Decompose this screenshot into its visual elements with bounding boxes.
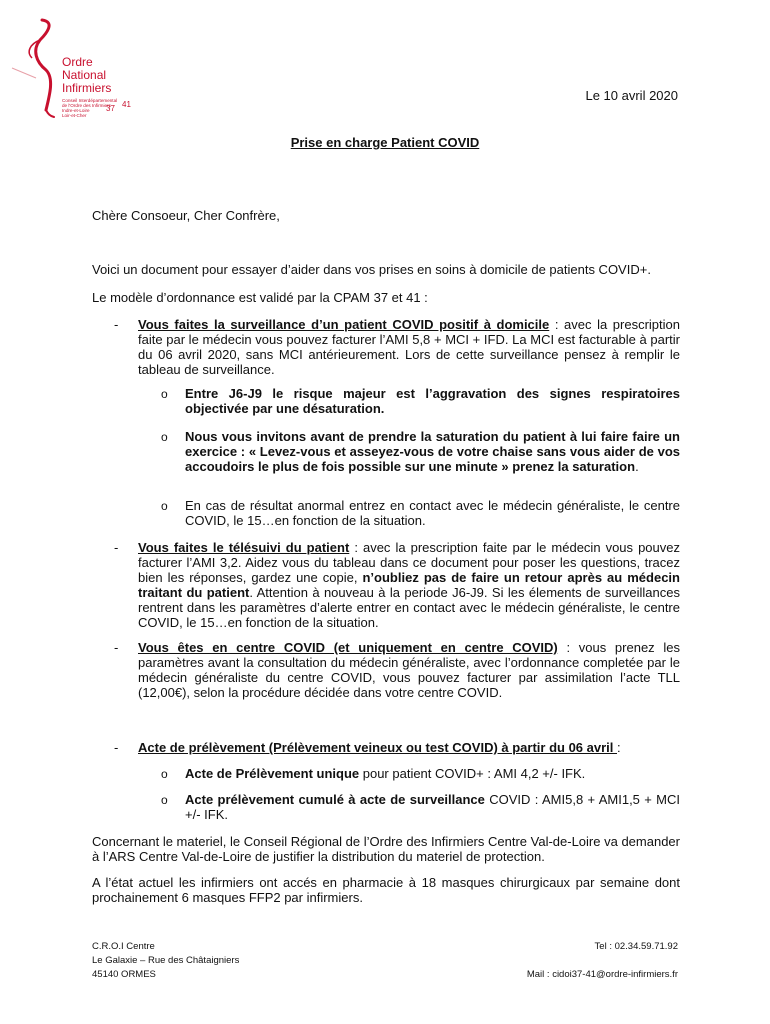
bullet-dash: - <box>114 640 119 655</box>
logo-dept-37: 37 <box>106 104 115 113</box>
logo-line-3: Infirmiers <box>62 81 112 95</box>
item-telesuivi <box>138 540 680 630</box>
ordre-logo <box>6 14 156 122</box>
bullet-circle: o <box>161 499 168 513</box>
logo-wordmark <box>62 56 111 95</box>
bullet-circle: o <box>161 430 168 444</box>
item-prelevement-colon: : <box>617 740 621 755</box>
item-telesuivi-bold: n’oubliez pas de faire un retour après au médecin traitant du patient <box>138 570 680 600</box>
item-centre-covid-text: : vous prenez les paramètres avant la consultation du médecin généraliste, avec l’ordonnance completée par le médecin généraliste du centre COVID, vous pouvez facturer par assimilation l’acte TLL (12,00€), selon la procédure décidée dans votre centre COVID. <box>138 640 680 700</box>
intro-2: Le modèle d’ordonnance est validé par la CPAM 37 et 41 : <box>92 290 428 305</box>
footer-street: Le Galaxie – Rue des Châtaigniers <box>92 955 240 966</box>
letter-title: Prise en charge Patient COVID <box>290 135 480 150</box>
para-masques: A l’état actuel les infirmiers ont accés en pharmacie à 18 masques chirurgicaux par semaine dont prochainement 6 masques FFP2 par infirmiers. <box>92 875 680 905</box>
bullet-dash: - <box>114 740 119 755</box>
sub-prelevement-cumule-bold: Acte prélèvement cumulé à acte de surveillance <box>185 792 485 807</box>
item-prelevement <box>138 740 680 755</box>
item-telesuivi-text-1: : avec la prescription faite par le médecin vous pouvez facturer l’AMI 3,2. Aidez vous du tableau dans ce document pour poser les questions, tracez bien les réponses, gardez une copie, <box>138 540 680 585</box>
footer-address <box>92 940 239 982</box>
item-telesuivi-heading: Vous faites le télésuivi du patient <box>138 540 350 555</box>
bullet-dash: - <box>114 317 119 332</box>
sub-prelevement-cumule-text: COVID : AMI5,8 + AMI1,5 + MCI +/- IFK. <box>185 792 681 822</box>
footer-mail: Mail : cidoi37-41@ordre-infirmiers.fr <box>526 969 678 980</box>
sub-exercise-end: . <box>635 459 639 474</box>
bullet-circle: o <box>161 387 168 401</box>
item-centre-covid <box>138 640 680 700</box>
intro-1: Voici un document pour essayer d’aider dans vos prises en soins à domicile de patients COVID+. <box>92 262 651 277</box>
sub-abnormal: En cas de résultat anormal entrez en contact avec le médecin généraliste, le centre COVID, le 15…en fonction de la situation. <box>185 498 680 528</box>
footer-city: 45140 ORMES <box>92 969 156 980</box>
item-prelevement-heading: Acte de prélèvement (Prélèvement veineux ou test COVID) à partir du 06 avril <box>138 740 618 755</box>
item-surveillance-heading: Vous faites la surveillance d’un patient COVID positif à domicile <box>138 317 550 332</box>
item-surveillance <box>138 317 680 377</box>
bullet-dash: - <box>114 540 119 555</box>
sub-prelevement-cumule <box>185 792 680 822</box>
footer-tel: Tel : 02.34.59.71.92 <box>594 941 678 952</box>
logo-small-4: Loir-et-Cher <box>62 113 87 118</box>
footer-contact <box>527 940 678 982</box>
sub-risk: Entre J6-J9 le risque majeur est l’aggravation des signes respiratoires objectivée par une désaturation. <box>185 386 680 416</box>
item-centre-covid-heading: Vous êtes en centre COVID (et uniquement en centre COVID) <box>138 640 558 655</box>
letter-date: Le 10 avril 2020 <box>585 88 678 103</box>
logo-small-3: Indre-et-Loire <box>62 108 90 113</box>
sub-exercise <box>185 429 680 474</box>
bullet-circle: o <box>161 793 168 807</box>
footer-org: C.R.O.I Centre <box>92 941 155 952</box>
para-materiel: Concernant le materiel, le Conseil Régional de l’Ordre des Infirmiers Centre Val-de-Loire va demander à l’ARS Centre Val-de-Loire de justifier la distribution du materiel de protection. <box>92 834 680 864</box>
logo-small-2: de l'Ordre des Infirmiers <box>62 103 111 108</box>
sub-prelevement-unique-bold: Acte de Prélèvement unique <box>185 766 360 781</box>
greeting: Chère Consoeur, Cher Confrère, <box>92 208 280 223</box>
logo-dept-41: 41 <box>122 100 131 109</box>
bullet-circle: o <box>161 767 168 781</box>
logo-line-1: Ordre <box>62 55 93 69</box>
sub-exercise-bold: Nous vous invitons avant de prendre la saturation du patient à lui faire faire un exercice : « Levez-vous et asseyez-vous de votre chaise sans vous aider de vos accoudoirs le plus de fois possible sur une minute » prenez la saturation <box>185 429 680 474</box>
sub-prelevement-unique <box>185 766 680 781</box>
logo-line-2: National <box>62 68 107 82</box>
sub-prelevement-unique-text: pour patient COVID+ : AMI 4,2 +/- IFK. <box>359 766 586 781</box>
item-surveillance-text: : avec la prescription faite par le médecin vous pouvez facturer l’AMI 5,8 + MCI + IFD. La MCI est facturable à partir du 06 avril 2020, sans MCI antérieurement. Lors de cette surveillance pensez à remplir le tableau de surveillance. <box>138 317 680 377</box>
logo-small-1: Conseil Interdépartemental <box>62 98 118 103</box>
item-telesuivi-text-2: . Attention à nouveau à la periode J6-J9. Si les élements de surveillances rentrent dans les paramètres d’alerte entrer en contact avec le médecin généraliste, le centre COVID, le 15…en fonction de la situation. <box>138 585 680 630</box>
